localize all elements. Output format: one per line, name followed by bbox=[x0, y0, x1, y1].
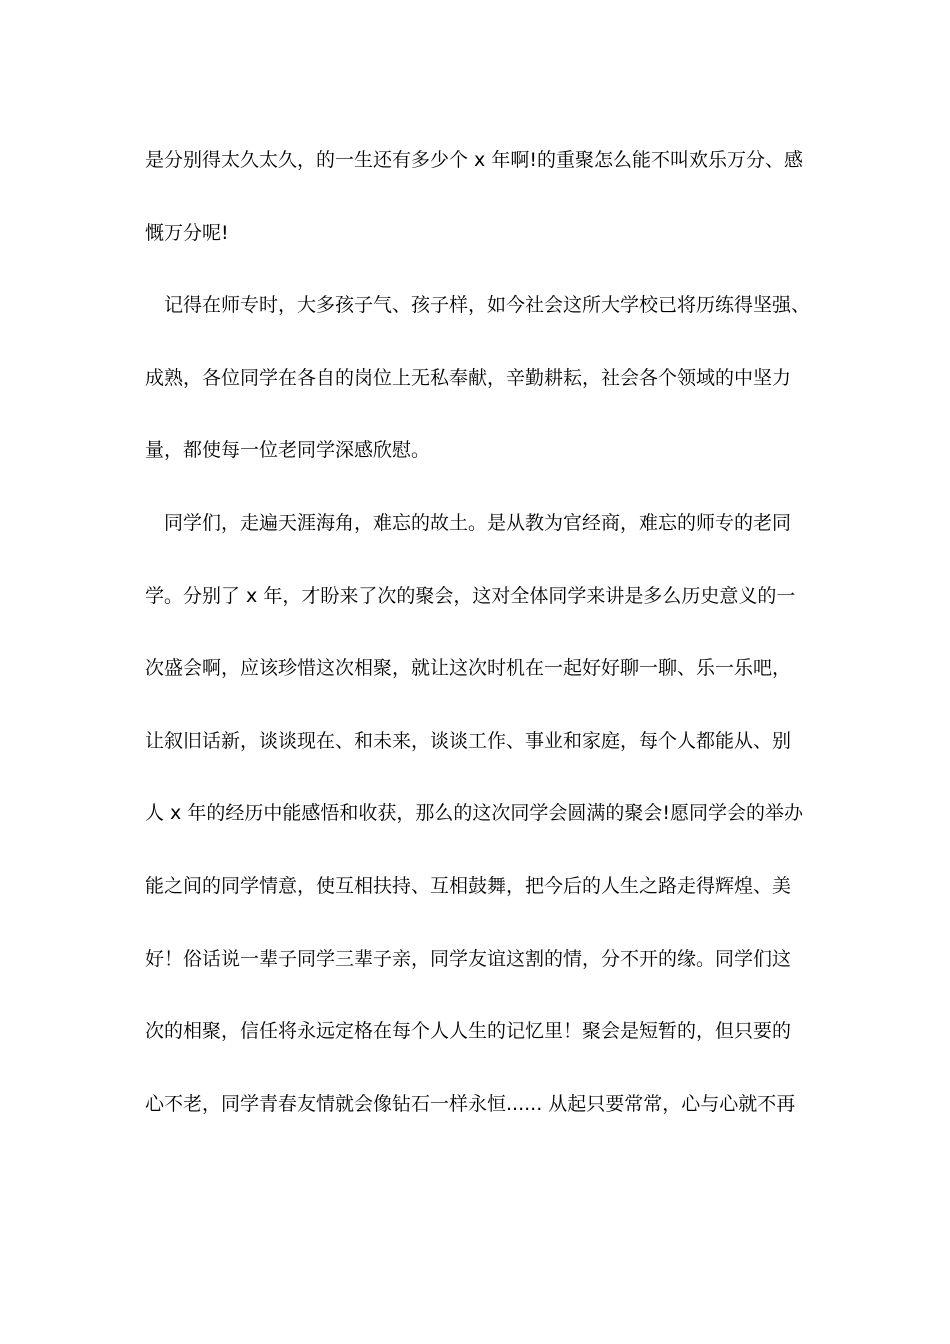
text-line: 慨万分呢! bbox=[145, 221, 229, 244]
text-line: 学。分别了 x 年，才盼来了次的聚会，这对全体同学来讲是多么历史意义的一 bbox=[145, 584, 796, 607]
text-line: 能之间的同学情意，使互相扶持、互相鼓舞，把今后的人生之路走得辉煌、美 bbox=[145, 874, 792, 897]
text-line: 成熟，各位同学在各自的岗位上无私奉献，辛勤耕耘，社会各个领域的中坚力 bbox=[145, 366, 792, 389]
text-line: 是分别得太久太久，的一生还有多少个 x 年啊!的重聚怎么能不叫欢乐万分、感 bbox=[145, 149, 803, 171]
text-line: 心不老，同学青春友情就会像钻石一样永恒...... 从起只要常常，心与心就不再 bbox=[145, 1092, 796, 1115]
text-line: 好！俗话说一辈子同学三辈子亲，同学友谊这割的情，分不开的缘。同学们这 bbox=[145, 947, 792, 970]
text-line: 同学们，走遍天涯海角，难忘的故土。是从教为官经商，难忘的师专的老同 bbox=[164, 511, 792, 534]
text-line: 让叙旧话新，谈谈现在、和未来，谈谈工作、事业和家庭，每个人都能从、别 bbox=[145, 729, 792, 752]
document-body bbox=[145, 124, 811, 1140]
text-line: 次的相聚，信任将永远定格在每个人人生的记忆里！聚会是短暂的，但只要的 bbox=[145, 1020, 792, 1043]
text-line: 量，都使每一位老同学深感欣慰。 bbox=[145, 439, 431, 462]
text-line: 记得在师专时，大多孩子气、孩子样，如今社会这所大学校已将历练得坚强、 bbox=[164, 294, 811, 317]
text-line: 人 x 年的经历中能感悟和收获，那么的这次同学会圆满的聚会!愿同学会的举办 bbox=[145, 802, 803, 825]
text-line: 次盛会啊，应该珍惜这次相聚，就让这次时机在一起好好聊一聊、乐一乐吧， bbox=[145, 657, 792, 680]
